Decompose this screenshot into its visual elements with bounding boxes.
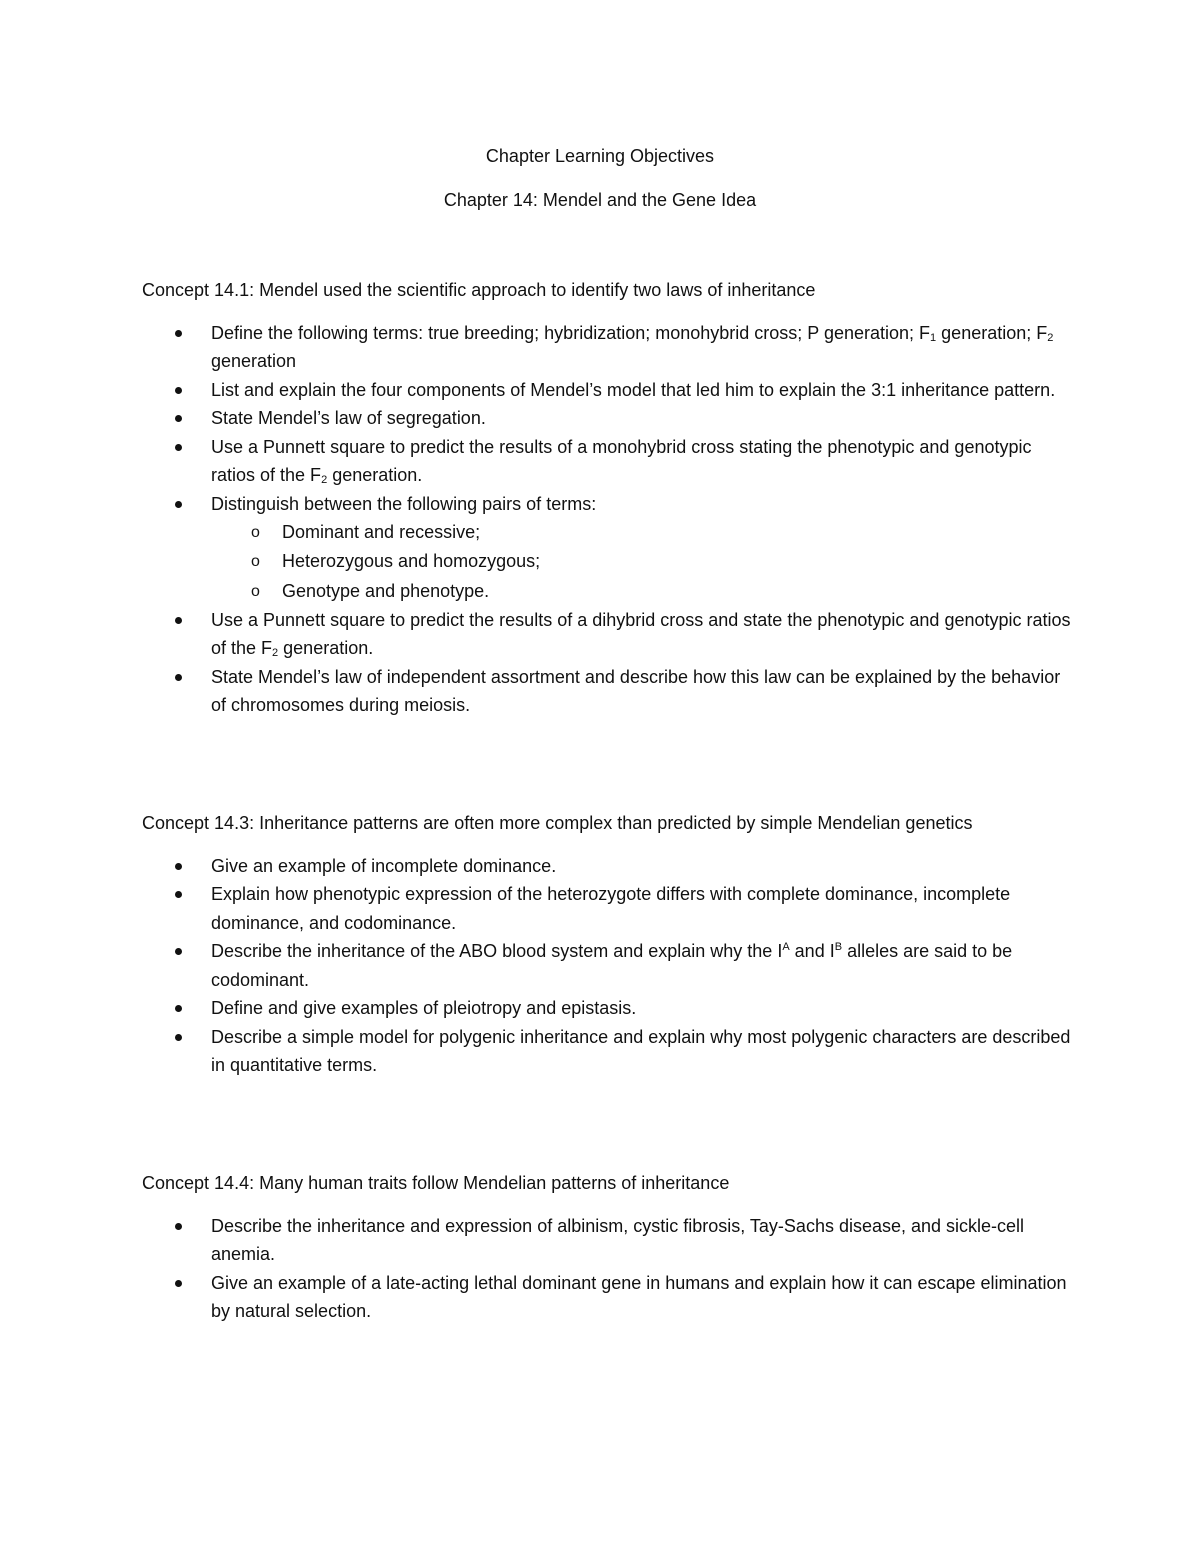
list-item bbox=[142, 1023, 1072, 1080]
item-text-part: generation. bbox=[327, 465, 423, 485]
list-item bbox=[142, 852, 1072, 881]
objectives-list bbox=[142, 1212, 1072, 1326]
subscript: 2 bbox=[1047, 331, 1054, 344]
subscript: 1 bbox=[930, 331, 937, 344]
sub-list-item bbox=[142, 547, 1072, 576]
document-title: Chapter Learning Objectives bbox=[485, 146, 715, 166]
list-item bbox=[142, 1212, 1072, 1269]
bullet-icon bbox=[175, 415, 182, 422]
concept-14-3-section bbox=[142, 809, 1072, 1080]
circle-bullet-icon: o bbox=[251, 524, 260, 541]
list-item bbox=[142, 994, 1072, 1023]
item-text-part: Define the following terms: true breeding; hybridization; monohybrid cross; P generation; F bbox=[211, 322, 931, 343]
item-text-part: generation. bbox=[278, 638, 374, 659]
bullet-icon bbox=[175, 330, 182, 337]
bullet-icon bbox=[175, 1005, 182, 1012]
item-text-part: generation; F bbox=[936, 322, 1048, 343]
item-text-part: generation bbox=[211, 351, 297, 371]
bullet-icon bbox=[175, 1280, 182, 1287]
sub-list-item bbox=[142, 577, 1072, 606]
list-item bbox=[142, 319, 1072, 376]
section-heading: Concept 14.3: Inheritance patterns are often more complex than predicted by simple Mendelian genetics bbox=[142, 813, 973, 833]
item-text-part: Describe the inheritance of the ABO blood system and explain why the I bbox=[211, 941, 783, 961]
bullet-icon bbox=[175, 1034, 182, 1041]
list-item bbox=[142, 1269, 1072, 1326]
item-text: Explain how phenotypic expression of the heterozygote differs with complete dominance, incomplete dominance, and codominance. bbox=[211, 884, 1011, 933]
superscript: A bbox=[782, 941, 790, 953]
item-text: State Mendel’s law of independent assortment and describe how this law can be explained by the behavior of chromosomes during meiosis. bbox=[211, 666, 1061, 716]
section-heading: Concept 14.1: Mendel used the scientific approach to identify two laws of inheritance bbox=[142, 280, 816, 300]
objectives-list bbox=[142, 319, 1072, 720]
sub-item-text: Dominant and recessive; bbox=[282, 522, 481, 542]
bullet-icon bbox=[175, 891, 182, 898]
list-item bbox=[142, 404, 1072, 433]
section-heading: Concept 14.4: Many human traits follow Mendelian patterns of inheritance bbox=[142, 1173, 730, 1193]
document-subtitle: Chapter 14: Mendel and the Gene Idea bbox=[443, 190, 757, 210]
sub-item-text: Heterozygous and homozygous; bbox=[282, 551, 541, 572]
circle-bullet-icon: o bbox=[251, 582, 260, 600]
item-text: Describe the inheritance and expression of albinism, cystic fibrosis, Tay-Sachs disease, and sickle-cell anemia. bbox=[211, 1215, 1025, 1264]
sub-list bbox=[211, 518, 1072, 606]
circle-bullet-icon: o bbox=[251, 553, 260, 571]
concept-14-1-section bbox=[142, 276, 1072, 720]
item-text-part: and I bbox=[789, 941, 835, 961]
bullet-icon bbox=[175, 617, 182, 624]
list-item bbox=[142, 663, 1072, 720]
item-text: Define and give examples of pleiotropy and epistasis. bbox=[211, 998, 637, 1018]
concept-14-4-section bbox=[142, 1169, 1072, 1326]
item-text: Distinguish between the following pairs of terms: bbox=[211, 493, 597, 514]
subscript: 2 bbox=[272, 647, 279, 660]
bullet-icon bbox=[175, 1223, 182, 1230]
list-item bbox=[142, 490, 1072, 606]
list-item bbox=[142, 433, 1072, 490]
item-text: State Mendel’s law of segregation. bbox=[211, 408, 486, 428]
item-text: Describe a simple model for polygenic inheritance and explain why most polygenic characters are described in quantitative terms. bbox=[211, 1026, 1071, 1075]
bullet-icon bbox=[175, 444, 182, 451]
item-text: Give an example of incomplete dominance. bbox=[211, 855, 557, 876]
list-item bbox=[142, 880, 1072, 937]
item-text: Give an example of a late-acting lethal dominant gene in humans and explain how it can escape elimination by natural selection. bbox=[211, 1272, 1067, 1321]
item-text-part: alleles are said to be codominant. bbox=[211, 941, 1013, 990]
list-item bbox=[142, 937, 1072, 994]
objectives-list bbox=[142, 852, 1072, 1080]
sub-list-item bbox=[142, 518, 1072, 547]
item-text-part: Use a Punnett square to predict the results of a monohybrid cross stating the phenotypic and genotypic ratios of the F bbox=[211, 436, 1032, 485]
sub-item-text: Genotype and phenotype. bbox=[282, 580, 490, 601]
bullet-icon bbox=[175, 948, 182, 955]
bullet-icon bbox=[175, 674, 182, 681]
superscript: B bbox=[834, 941, 843, 953]
subscript: 2 bbox=[321, 474, 328, 486]
item-text: List and explain the four components of Mendel’s model that led him to explain the 3:1 inheritance pattern. bbox=[211, 379, 1056, 400]
bullet-icon bbox=[175, 501, 182, 508]
list-item bbox=[142, 376, 1072, 405]
bullet-icon bbox=[175, 387, 182, 394]
list-item bbox=[142, 606, 1072, 663]
bullet-icon bbox=[175, 863, 182, 870]
item-text-part: Use a Punnett square to predict the results of a dihybrid cross and state the phenotypic and genotypic ratios of the F bbox=[211, 609, 1071, 659]
